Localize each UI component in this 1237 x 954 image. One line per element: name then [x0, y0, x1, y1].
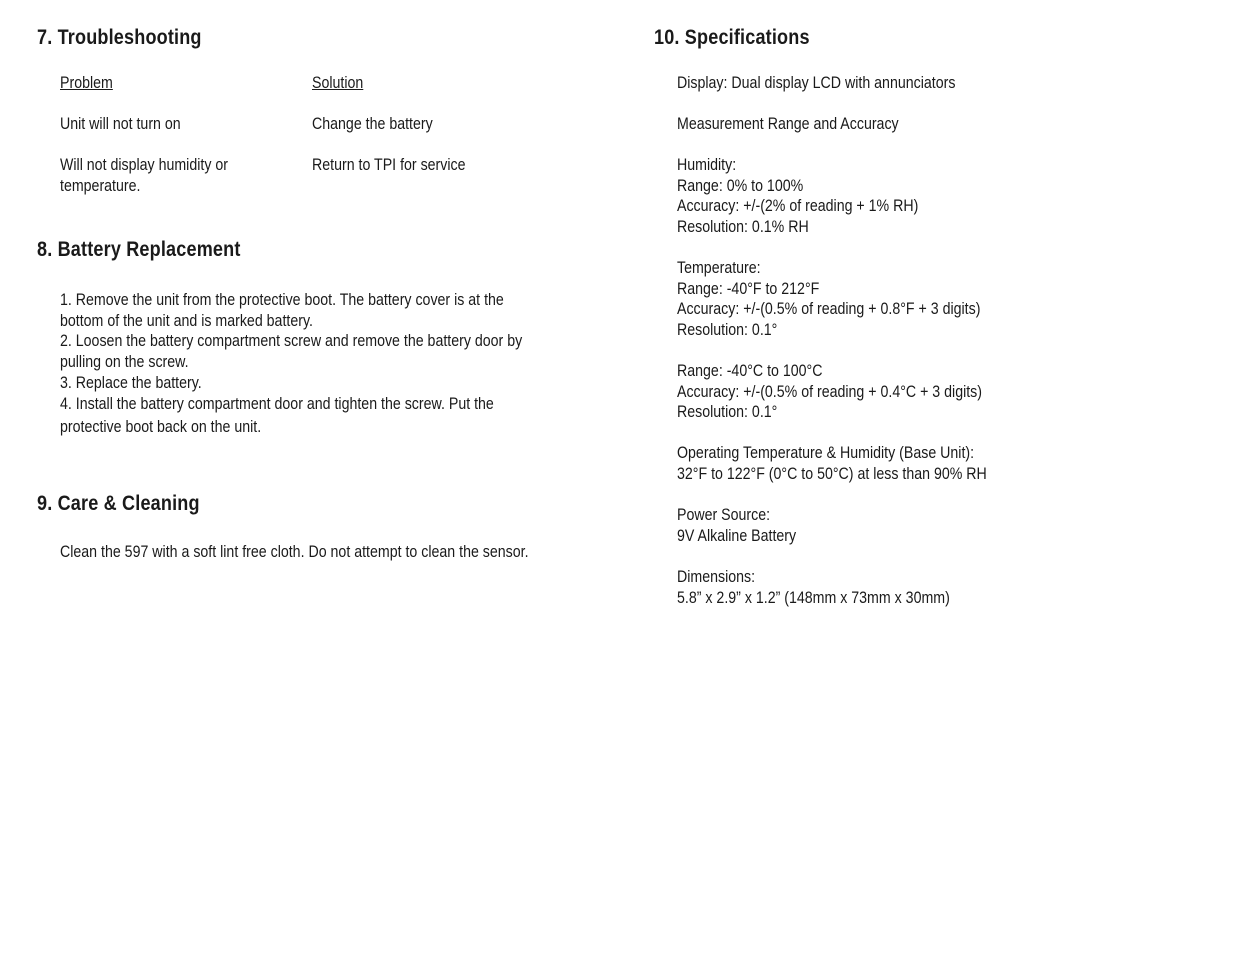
problem-cell-1: Unit will not turn on: [60, 115, 181, 133]
spec-operating-label: Operating Temperature & Humidity (Base Unit):: [677, 444, 975, 462]
battery-line-2: bottom of the unit and is marked battery.: [60, 311, 313, 330]
spec-temperature-f-resolution: Resolution: 0.1°: [677, 321, 778, 340]
spec-temperature-c-range: Range: -40°C to 100°C: [677, 362, 823, 380]
battery-line-6: 4. Install the battery compartment door and tighten the screw. Put the: [60, 394, 494, 413]
spec-humidity-block: [677, 155, 918, 238]
spec-temperature-label: Temperature:: [677, 259, 761, 277]
care-cleaning-heading: 9. Care & Cleaning: [37, 492, 200, 515]
spec-humidity-accuracy: Accuracy: +/-(2% of reading + 1% RH): [677, 197, 919, 216]
spec-humidity-range: Range: 0% to 100%: [677, 176, 804, 195]
care-cleaning-text: Clean the 597 with a soft lint free cloth. Do not attempt to clean the sensor.: [60, 543, 529, 561]
spec-humidity-resolution: Resolution: 0.1% RH: [677, 218, 809, 237]
spec-power-value: 9V Alkaline Battery: [677, 526, 797, 545]
spec-dimensions-value: 5.8” x 2.9” x 1.2” (148mm x 73mm x 30mm): [677, 588, 950, 607]
spec-temperature-f-accuracy: Accuracy: +/-(0.5% of reading + 0.8°F + 3 digits): [677, 300, 981, 319]
spec-temperature-c-resolution: Resolution: 0.1°: [677, 403, 778, 422]
battery-line-5: 3. Replace the battery.: [60, 373, 202, 392]
spec-operating-block: [677, 443, 987, 484]
solution-cell-2: Return to TPI for service: [312, 156, 466, 174]
solution-column-header: Solution: [312, 74, 364, 92]
spec-display: Display: Dual display LCD with annunciators: [677, 74, 956, 92]
battery-line-7: protective boot back on the unit.: [60, 418, 262, 437]
battery-replacement-heading: 8. Battery Replacement: [37, 238, 241, 261]
spec-power-block: [677, 505, 796, 546]
troubleshooting-heading: 7. Troubleshooting: [37, 26, 202, 49]
spec-operating-value: 32°F to 122°F (0°C to 50°C) at less than 90% RH: [677, 464, 987, 483]
solution-cell-1: Change the battery: [312, 115, 433, 133]
spec-temperature-f-block: [677, 258, 980, 341]
problem-column-header: Problem: [60, 74, 113, 92]
spec-temperature-c-block: [677, 361, 982, 423]
spec-power-label: Power Source:: [677, 506, 771, 524]
battery-steps: [60, 290, 522, 438]
spec-dimensions-block: [677, 567, 950, 608]
battery-line-1: 1. Remove the unit from the protective boot. The battery cover is at the: [60, 291, 504, 309]
spec-measurement-title: Measurement Range and Accuracy: [677, 115, 899, 133]
battery-line-4: pulling on the screw.: [60, 353, 189, 372]
spec-temperature-c-accuracy: Accuracy: +/-(0.5% of reading + 0.4°C + 3 digits): [677, 382, 983, 401]
battery-line-3: 2. Loosen the battery compartment screw and remove the battery door by: [60, 332, 523, 351]
spec-dimensions-label: Dimensions:: [677, 568, 756, 586]
spec-temperature-f-range: Range: -40°F to 212°F: [677, 279, 820, 298]
problem-cell-2: [60, 155, 228, 196]
specifications-heading: 10. Specifications: [654, 26, 810, 49]
problem-cell-2-line-1: Will not display humidity or: [60, 156, 228, 174]
problem-cell-2-line-2: temperature.: [60, 176, 141, 195]
spec-humidity-label: Humidity:: [677, 156, 737, 174]
